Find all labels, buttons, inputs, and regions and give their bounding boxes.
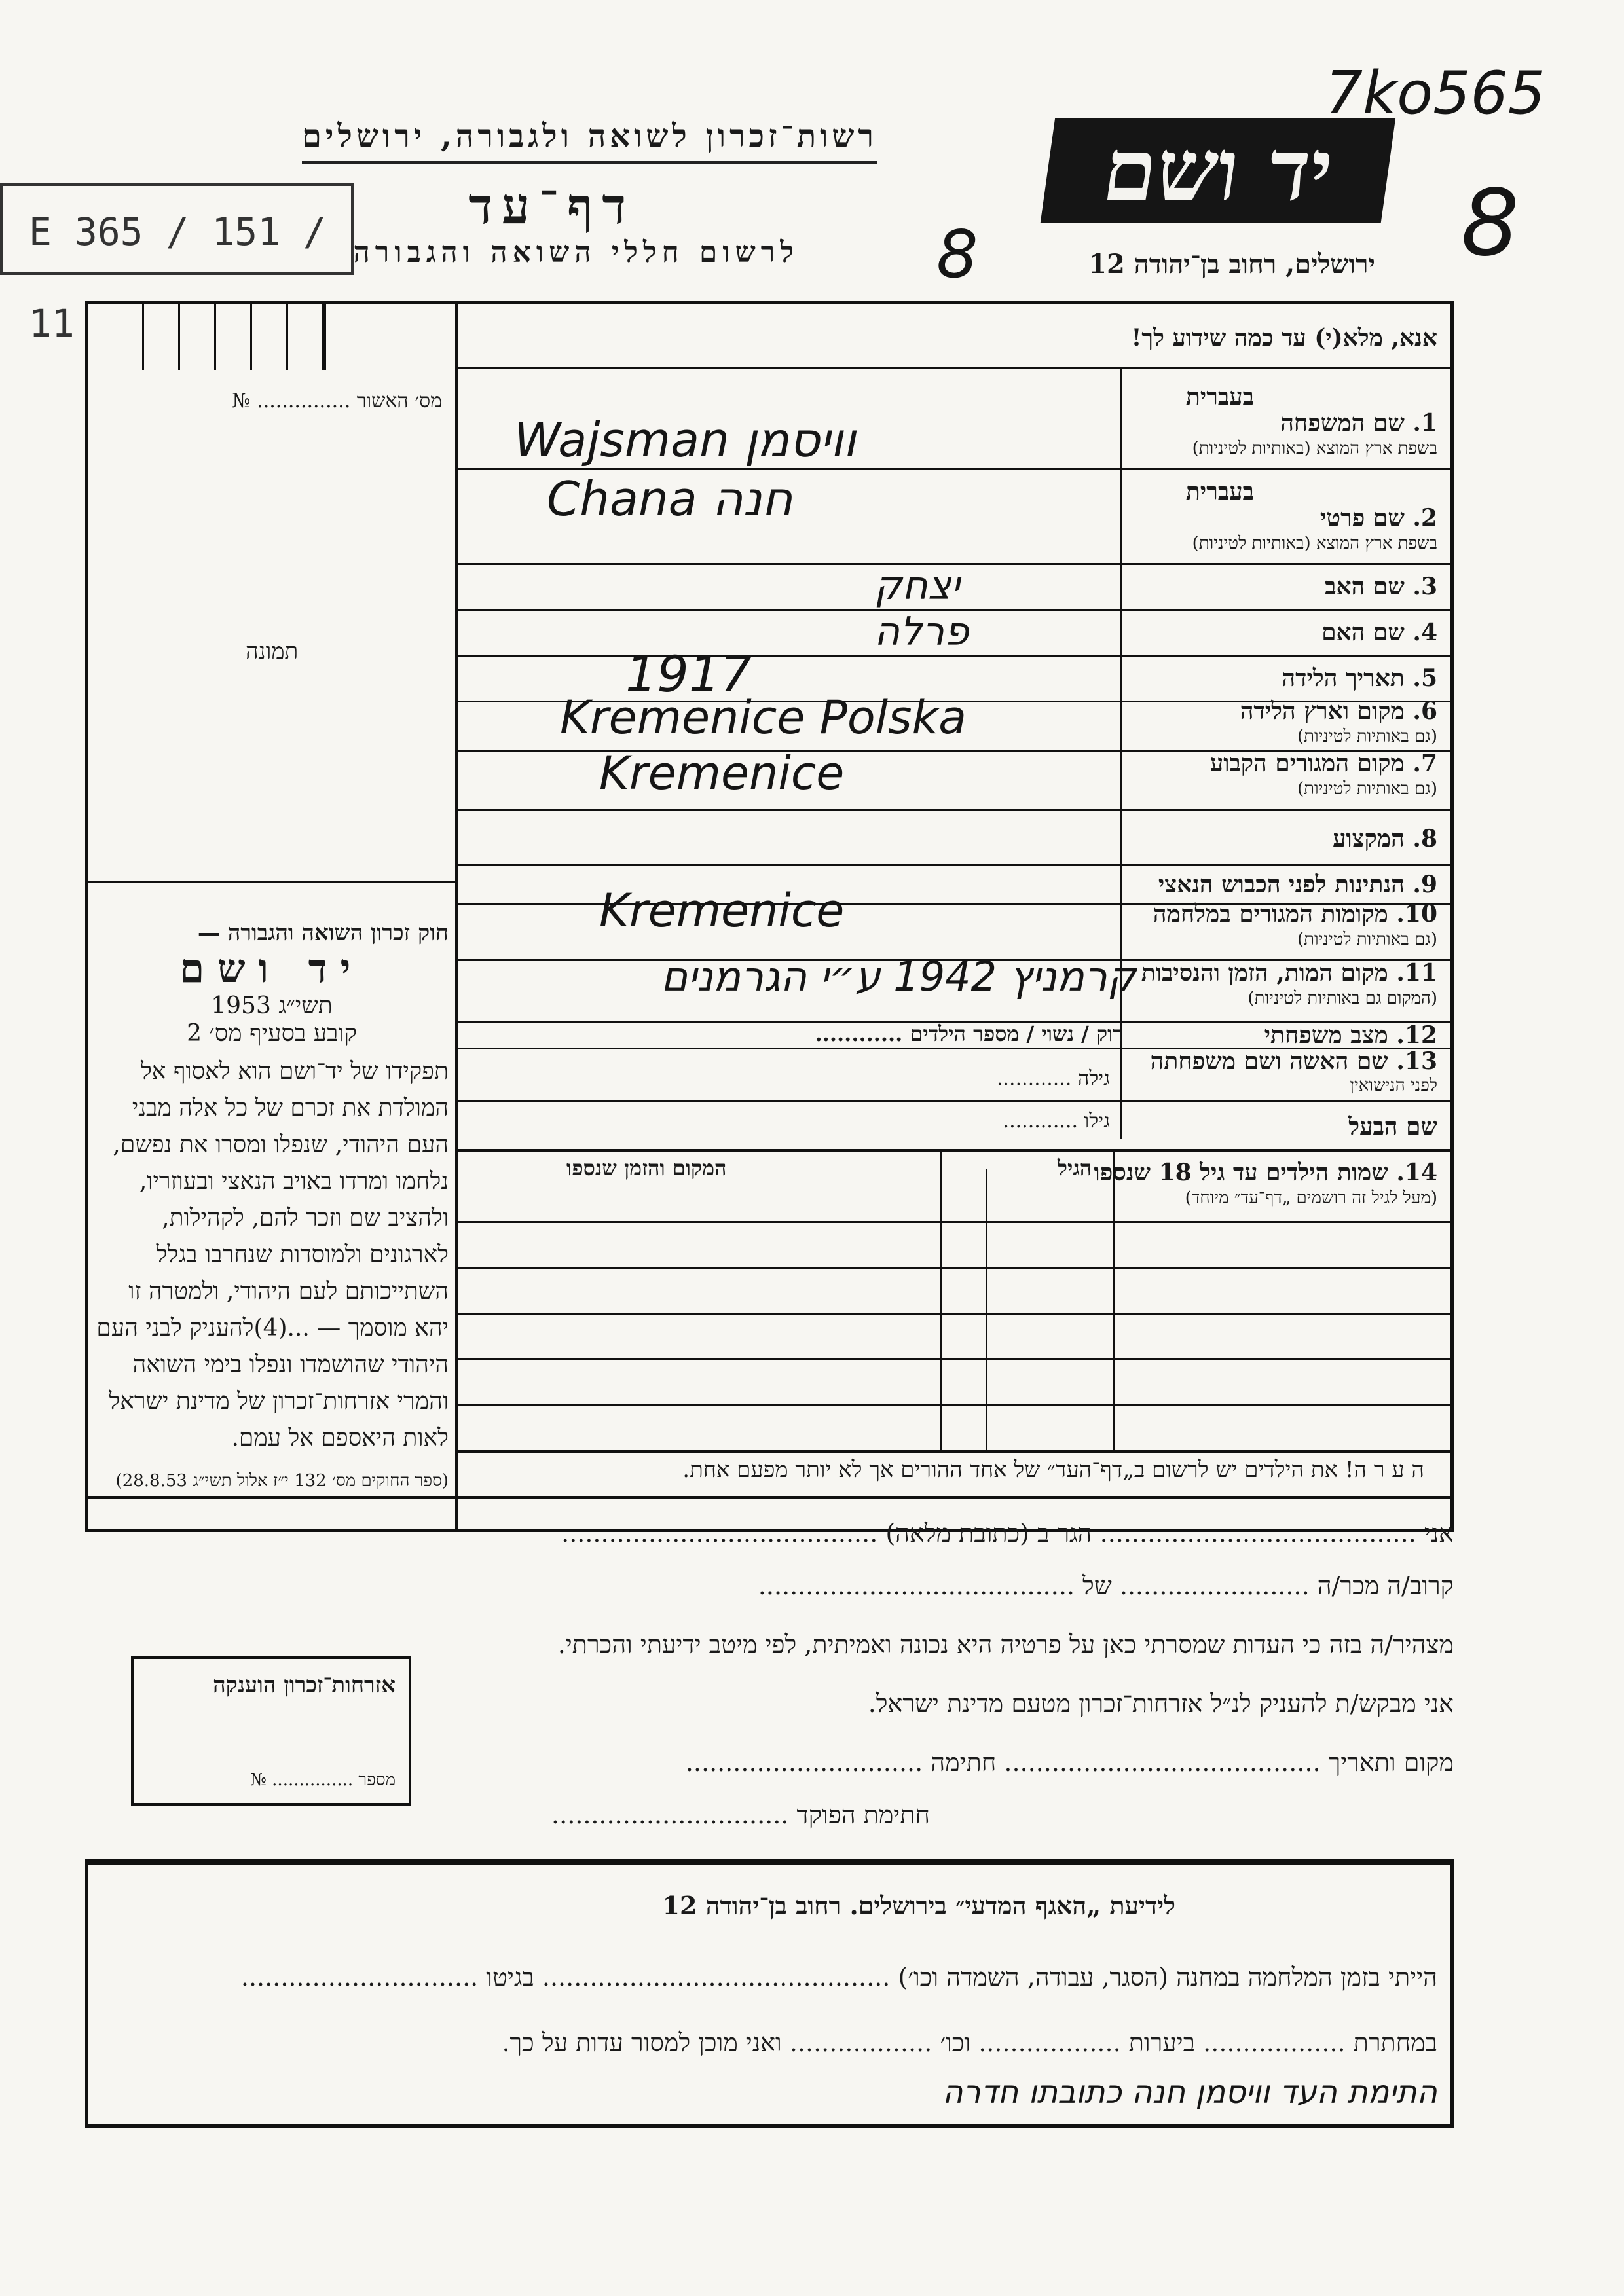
field-1-value[interactable]: Wajsman וויסמן: [514, 412, 857, 467]
field-4-label: 4. שם האם: [1321, 619, 1437, 646]
field-7-label: 7. מקום המגורים הקבוע: [1209, 750, 1437, 777]
law-title: חוק זכרון השואה והגבורה —: [197, 920, 449, 946]
law-year: תשי״ג 1953: [211, 993, 333, 1019]
field-7-sub: (גם באותיות לטיניות): [1297, 779, 1437, 799]
law-clause: קובע בסעיף מס׳ 2: [187, 1020, 357, 1047]
testimony-form: [85, 301, 1454, 1532]
decl-line-3: מצהיר/ה בזה כי העדות שמסרתי כאן על פרטיה היא נכונה ואמיתית, לפי מיטב ידיעתי והכרתי.: [557, 1630, 1454, 1659]
intro-divider: [455, 367, 1450, 369]
handwritten-eight: 8: [936, 216, 978, 293]
field-1-label: 1. שם המשפחה: [1280, 409, 1437, 437]
handwritten-number: 7ko565: [1325, 59, 1545, 128]
scientific-dept-section: [85, 1859, 1454, 2128]
row-line: [455, 1149, 1450, 1152]
field-8-label: 8. המקצוע: [1333, 825, 1437, 852]
decl-line-4: אני מבקש/ת להעניק לנ״ל אזרחות־זכרון מטעם מדינת ישראל.: [868, 1689, 1454, 1718]
field-2-sub: בשפת ארץ המוצא (באותיות לטיניות): [1192, 534, 1437, 553]
field-10-value[interactable]: Kremenice: [599, 884, 845, 938]
header-address: ירושלים, רחוב בן־יהודה 12: [1088, 249, 1375, 280]
field-3-value[interactable]: יצחק: [874, 563, 960, 609]
field-11-sub: (המקום גם באותיות לטיניות): [1247, 989, 1437, 1008]
law-text: תפקידו של יד־ושם הוא לאסוף אל המולדת את זכרם של כל אלה מבני העם היהודי, שנפלו ומסרו את נפשם, נלחמו ומרדו באויב הנאצי ובעוזריו, ולהציב שם וזכר להם, לקהילות, לארגונים ולמוסדות שנחרבו בגלל השתייכותם לעם היהודי, ולמטרה זו יהא מוסמך — ...(4)להעניק לבני העם היהודי שהושמדו ונפלו בימי השואה והמרי אזרחות־זכרון של מדינת ישראל לאות היאספם אל עמם.: [96, 1058, 449, 1451]
decl-line-1[interactable]: אני ........................................ הגר ב (כתובת מלאה) ........................................: [561, 1519, 1454, 1548]
row-line: [455, 1450, 1450, 1453]
medal-number[interactable]: מספר ............... №: [250, 1770, 396, 1790]
field-2-value[interactable]: Chana חנה: [547, 471, 793, 526]
row-line: [455, 468, 1450, 470]
field-13-value[interactable]: גילה ............: [996, 1067, 1110, 1090]
authority-name: רשות־זכרון לשואה ולגבורה, ירושלים: [302, 118, 877, 164]
memorial-citizenship-box: [131, 1656, 411, 1806]
hebrew-hint-2: בעברית: [1185, 478, 1254, 505]
medal-title: אזרחות־זכרון הוענקה: [213, 1672, 396, 1698]
field-12-value[interactable]: רוק / נשוי / מספר הילדים ............: [815, 1021, 1123, 1046]
page-title: דף־עד: [468, 177, 635, 235]
field-12-label: 12. מצב משפחתי: [1264, 1021, 1437, 1049]
children-age-header: הגיל: [1058, 1156, 1092, 1180]
law-reference: (ספר החוקים מס׳ 132 י״ז אלול תשי״ג 28.8.53): [115, 1471, 449, 1491]
witness-signature[interactable]: התימת העד וויסמן חנה כתובתו חדרה: [942, 2074, 1437, 2111]
field-3-label: 3. שם האב: [1325, 573, 1437, 600]
decl-line-2[interactable]: קרוב/ה מכר/ה ........................ של ........................................: [758, 1571, 1454, 1600]
law-yad-vashem: יד ושם: [179, 946, 364, 992]
field-4-value[interactable]: פרלה: [874, 609, 969, 655]
row-line: [455, 1267, 1450, 1269]
field-10-sub: (גם באותיות לטיניות): [1297, 930, 1437, 949]
field-13-sub: לפני הנישואין: [1350, 1076, 1437, 1095]
archive-stamp: E 365 / 151 / 11: [0, 183, 354, 275]
handwritten-mark: 8: [1460, 170, 1519, 277]
field-5-value[interactable]: 1917: [625, 645, 752, 703]
field-5-label: 5. תאריך הלידה: [1282, 665, 1437, 692]
children-sub: (מעל לגיל זה רושמים „דף־עד״ מיוחד): [1185, 1188, 1437, 1208]
note-text: ה ע ר ה! את הילדים יש לרשום ב„דף־העד״ של אחד ההורים אך לא יותר מפעם אחת.: [682, 1457, 1424, 1483]
photo-label: תמונה: [246, 638, 299, 665]
children-place-header: המקום והזמן שנספו: [566, 1156, 727, 1180]
left-divider: [88, 881, 455, 883]
yad-vashem-logo: יד ושם: [1041, 118, 1395, 223]
field-13-label: 13. שם האשה ושם משפחתה: [1150, 1048, 1437, 1075]
children-label: 14. שמות הילדים עד גיל 18 שנספו: [1094, 1159, 1437, 1186]
form-intro: אנא, מלא(י) עד כמה שידוע לך!: [1131, 324, 1437, 352]
field-11-value[interactable]: קרמניץ 1942 ע״י הגרמנים: [661, 953, 1136, 1000]
field-10-label: 10. מקומות המגורים במלחמה: [1153, 900, 1437, 928]
row-line: [455, 864, 1450, 866]
field-6-sub: (גם באותיות לטיניות): [1297, 727, 1437, 746]
row-line: [455, 1221, 1450, 1223]
decl-line-5[interactable]: מקום ותאריך ........................................ חתימה ..............................: [685, 1748, 1454, 1777]
bottom-line-1[interactable]: הייתי בזמן המלחמה במחנה (הסגר, עבודה, השמדה וכו׳) ............................................ בגיטו ..............................: [240, 1963, 1437, 1992]
decl-line-6[interactable]: חתימת הפוקד ..............................: [551, 1800, 930, 1829]
bottom-title: לידיעת „האגף המדעי״ בירושלים. רחוב בן־יהודה 12: [662, 1891, 1175, 1920]
law-block: [95, 920, 449, 1492]
husband-label: שם הבעל: [1348, 1113, 1437, 1140]
field-7-value[interactable]: Kremenice: [599, 746, 845, 800]
field-6-value[interactable]: Kremenice Polska: [560, 691, 967, 744]
bottom-line-2[interactable]: במחתרת .................. ביערות .................. וכו׳ .................. ואני מוכן למסור עדות על כך.: [502, 2028, 1437, 2057]
hebrew-hint-1: בעברית: [1185, 383, 1254, 410]
husband-value[interactable]: גילו ............: [1003, 1110, 1110, 1133]
row-line: [88, 1496, 1450, 1499]
row-line: [455, 1313, 1450, 1315]
code-boxes: [108, 304, 326, 370]
row-line: [455, 1404, 1450, 1406]
left-column: [88, 304, 458, 1529]
approval-number: מס׳ האשור ............... №: [232, 390, 442, 412]
field-11-label: 11. מקום המות, הזמן והנסיבות: [1141, 959, 1437, 987]
children-col-line: [986, 1169, 987, 1450]
row-line: [455, 1100, 1450, 1102]
field-9-label: 9. הנתינות לפני הכבוש הנאצי: [1158, 871, 1437, 898]
page-subtitle: לרשום חללי השואה והגבורה: [353, 236, 799, 269]
row-line: [455, 1358, 1450, 1360]
field-2-label: 2. שם פרטי: [1320, 504, 1437, 532]
field-6-label: 6. מקום וארץ הלידה: [1240, 697, 1437, 725]
row-line: [455, 809, 1450, 811]
field-1-sub: בשפת ארץ המוצא (באותיות לטיניות): [1192, 439, 1437, 458]
row-line: [455, 655, 1450, 657]
